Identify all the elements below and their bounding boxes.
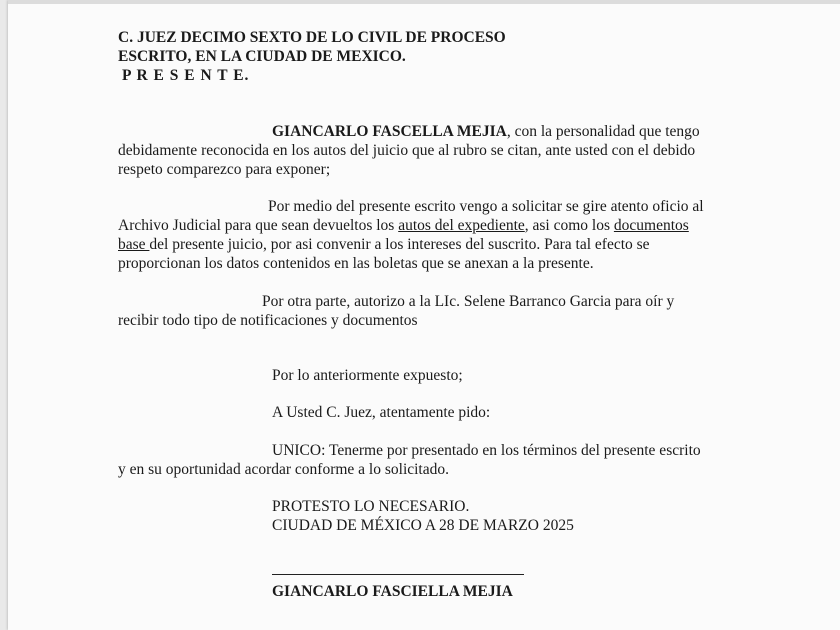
page-top-edge [8,0,840,4]
authorize-line-2: recibir todo tipo de notificaciones y documentos [118,312,418,329]
closing-line-1: Por lo anteriormente expuesto; [272,367,463,384]
petitioner-name: GIANCARLO FASCELLA MEJIA [272,123,507,140]
request-line-3 [118,235,650,255]
underlined-base: base [118,236,150,253]
intro-line-2: debidamente reconocida en los autos del juicio que al rubro se citan, ante usted con el debido [118,142,696,159]
unico-line-1: UNICO: Tenerme por presentado en los términos del presente escrito [272,442,701,459]
unico-line-2: y en su oportunidad acordar conforme a lo solicitado. [118,461,449,478]
underlined-documentos: documentos [613,217,689,234]
authorize-line-1: Por otra parte, autorizo a la LIc. Selene Barranco Garcia para oír y [262,293,675,310]
request-line-1: Por medio del presente escrito vengo a solicitar se gire atento oficio al [268,198,704,215]
request-line-2-a: Archivo Judicial para que sean devueltos los [118,217,399,234]
closing-line-2: A Usted C. Juez, atentamente pido: [272,404,491,421]
request-line-2-b: , asi como los [524,217,614,234]
intro-line-1-rest: , con la personalidad que tengo [506,123,700,140]
date-line: CIUDAD DE MÉXICO A 28 DE MARZO 2025 [272,517,574,534]
intro-line-1 [272,122,700,142]
signature-line [272,574,524,575]
signature-name: GIANCARLO FASCIELLA MEJIA [272,583,513,600]
addressee-line-2: ESCRITO, EN LA CIUDAD DE MEXICO. [118,48,406,65]
underlined-autos: autos del expediente [398,217,525,234]
addressee-line-1: C. JUEZ DECIMO SEXTO DE LO CIVIL DE PROCESO [118,29,506,46]
request-line-2 [118,216,689,236]
document-page [8,0,840,630]
presente-line: P R E S E N T E. [122,67,250,84]
request-line-3-rest: del presente juicio, por asi convenir a los intereses del suscrito. Para tal efecto se [149,236,650,253]
protesto-line: PROTESTO LO NECESARIO. [272,498,470,515]
request-line-4: proporcionan los datos contenidos en las boletas que se anexan a la presente. [118,255,594,272]
intro-line-3: respeto comparezco para exponer; [118,161,331,178]
